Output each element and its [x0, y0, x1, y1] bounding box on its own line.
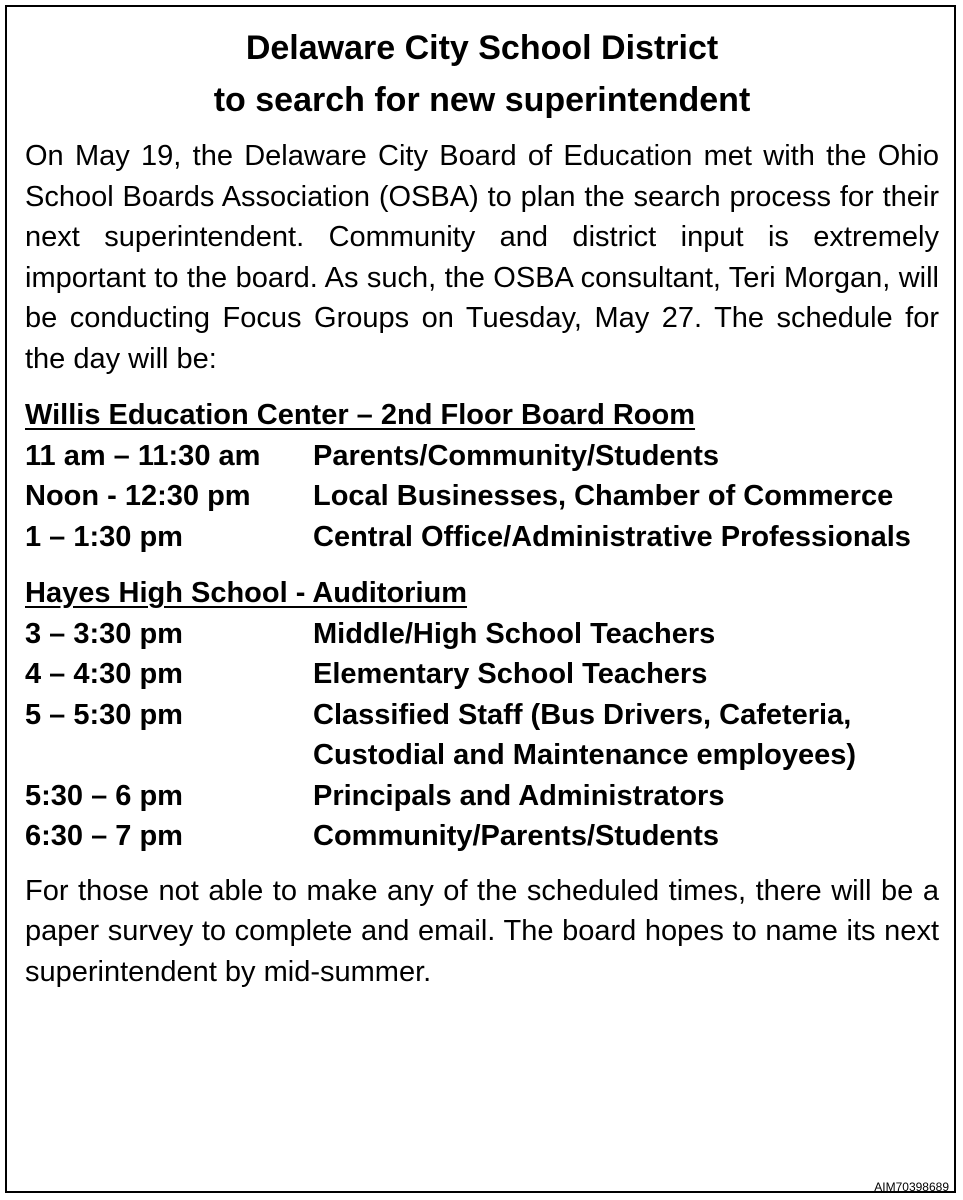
session-group: Middle/High School Teachers: [313, 617, 716, 650]
session-time: 1 – 1:30 pm: [25, 520, 183, 553]
session-group: Central Office/Administrative Professionals: [313, 520, 911, 553]
title-line-2: to search for new superintendent: [213, 81, 751, 119]
schedule-row: [25, 517, 939, 558]
notice-title: [25, 22, 939, 126]
notice-content: [25, 22, 939, 992]
intro-paragraph: On May 19, the Delaware City Board of Education met with the Ohio School Boards Association (OSBA) to plan the search process for their next superintendent. Community and district input is extremely important to the board. As such, the OSBA consultant, Teri Morgan, will be conducting Focus Groups on Tuesday, May 27. The schedule for the day will be:: [25, 140, 939, 375]
session-time: 4 – 4:30 pm: [25, 658, 183, 690]
schedule-row: [25, 776, 939, 817]
session-time: 11 am – 11:30 am: [25, 439, 261, 472]
closing-paragraph: For those not able to make any of the scheduled times, there will be a paper survey to complete and email. The board hopes to name its next superintendent by mid-summer.: [25, 874, 939, 988]
schedule-row: [25, 476, 939, 517]
session-time: 6:30 – 7 pm: [25, 820, 183, 852]
location-heading-willis: Willis Education Center – 2nd Floor Board Room: [25, 399, 696, 431]
schedule-row: [25, 816, 939, 857]
ad-id: AIM70398689: [874, 1180, 949, 1194]
session-group: Classified Staff (Bus Drivers, Cafeteria, Custodial and Maintenance employees): [313, 698, 857, 771]
schedule-row: [25, 695, 939, 776]
session-time: Noon - 12:30 pm: [25, 480, 251, 512]
schedule-row: [25, 436, 939, 477]
session-group: Community/Parents/Students: [313, 820, 720, 852]
session-time: 5 – 5:30 pm: [25, 698, 183, 731]
schedule-row: [25, 614, 939, 655]
location-heading-hayes: Hayes High School - Auditorium: [25, 577, 468, 609]
session-group: Elementary School Teachers: [313, 658, 708, 690]
schedule-row: [25, 654, 939, 695]
session-group: Parents/Community/Students: [313, 439, 720, 472]
session-time: 5:30 – 6 pm: [25, 779, 183, 812]
title-line-1: Delaware City School District: [245, 29, 719, 67]
session-time: 3 – 3:30 pm: [25, 617, 183, 650]
session-group: Local Businesses, Chamber of Commerce: [313, 480, 894, 512]
session-group: Principals and Administrators: [313, 779, 725, 812]
